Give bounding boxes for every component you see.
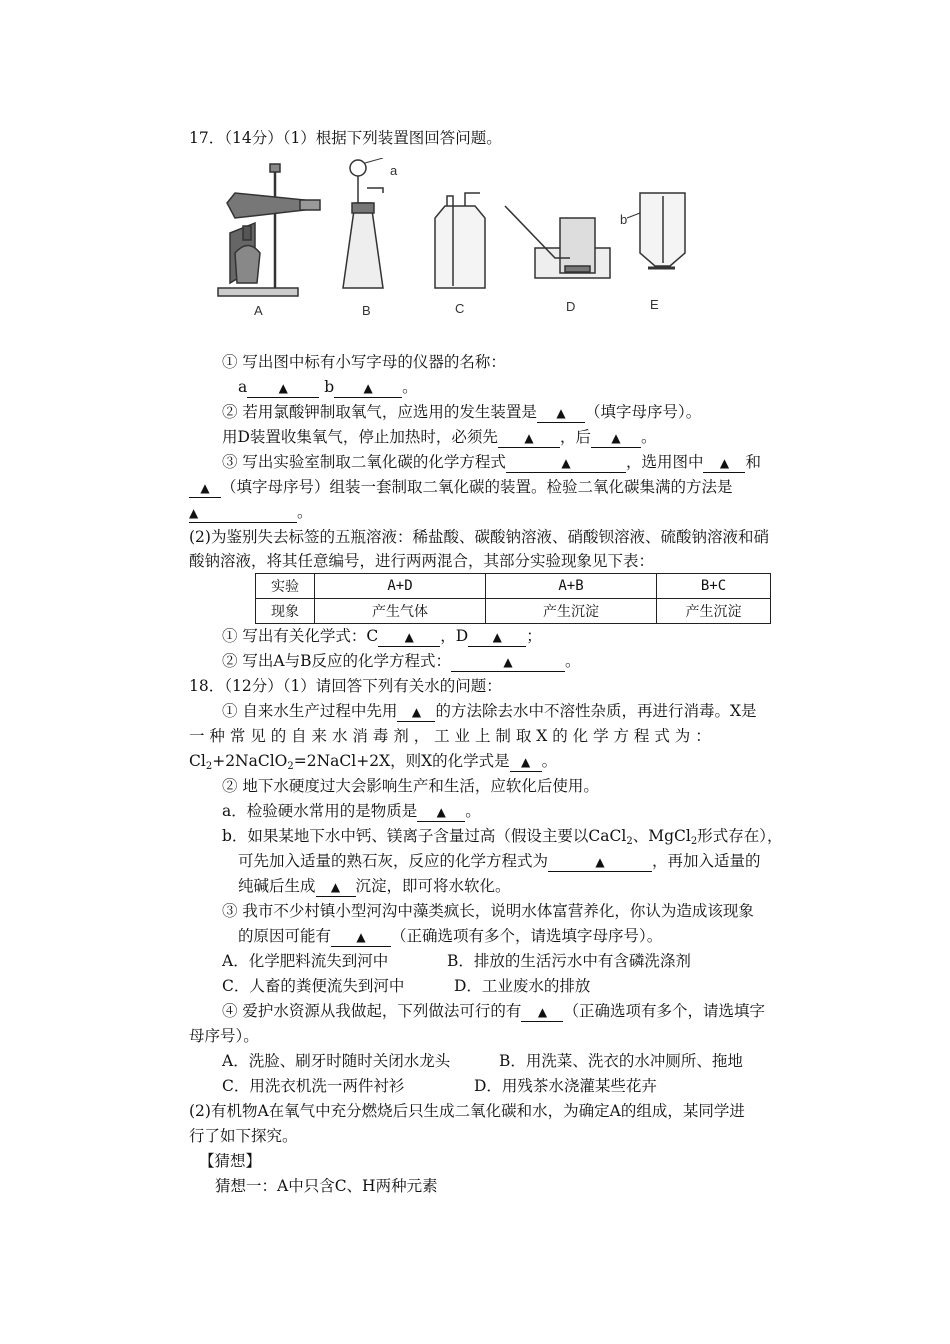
q17-s2 xyxy=(222,402,701,423)
text: ① 自来水生产过程中先用 xyxy=(222,702,398,720)
q17-s5 xyxy=(189,477,733,498)
answer-blank[interactable] xyxy=(591,428,641,448)
q17-p2b: 酸钠溶液，将其任意编号，进行两两混合，其部分实验现象见下表： xyxy=(189,552,655,570)
answer-blank[interactable] xyxy=(510,752,542,772)
text: +2NaClO xyxy=(212,752,288,770)
answer-mark: ▲ xyxy=(719,456,730,470)
q18-option-a: A．化学肥料流失到河中 xyxy=(222,952,389,970)
text: 用D装置收集氧气，停止加热时，必须先 xyxy=(222,428,498,446)
text: （填字母序号）。 xyxy=(584,403,702,421)
text: ； xyxy=(526,627,542,645)
answer-blank[interactable] xyxy=(451,652,565,672)
text: ④ 爱护水资源从我做起，下列做法可行的有 xyxy=(222,1002,522,1020)
answer-mark: ▲ xyxy=(611,431,621,445)
table-cell: A+D xyxy=(315,574,486,599)
answer-mark: ▲ xyxy=(492,630,502,644)
q18-h1: ② 地下水硬度过大会影响生产和生活，应软化后使用。 xyxy=(222,777,599,795)
answer-blank[interactable] xyxy=(548,852,652,872)
text: ③ 写出实验室制取二氧化碳的化学方程式 xyxy=(222,453,506,471)
q18-h2 xyxy=(222,801,481,822)
answer-blank[interactable] xyxy=(331,927,391,947)
answer-mark: ▲ xyxy=(411,705,422,719)
text: ，再加入适量的 xyxy=(652,852,761,870)
q18-w2: 一 种 常 见 的 自 来 水 消 毒 剂 ， 工 业 上 制 取 X 的 化 学 方 程 式 为 ： xyxy=(189,727,711,745)
table-cell: 产生气体 xyxy=(315,599,486,624)
q17-p2a: (2)为鉴别失去标签的五瓶溶液：稀盐酸、碳酸钠溶液、硝酸钡溶液、硫酸钠溶液和硝 xyxy=(189,528,769,546)
text: ，D xyxy=(440,627,469,645)
q18-part2b: 行了如下探究。 xyxy=(189,1127,298,1145)
table-cell: 现象 xyxy=(256,599,315,624)
answer-blank-b[interactable] xyxy=(334,378,402,398)
q18-part2a: (2)有机物A在氧气中充分燃烧后只生成二氧化碳和水，为确定A的组成，某同学进 xyxy=(189,1102,745,1120)
q17-s1-blanks xyxy=(238,377,418,398)
label-b: B xyxy=(362,303,371,318)
label-b-text: b xyxy=(324,378,335,396)
answer-blank[interactable] xyxy=(378,627,440,647)
label-c: C xyxy=(455,301,465,316)
q18-practice-c: C．用洗衣机洗一两件衬衫 xyxy=(222,1077,405,1095)
text: b．如果某地下水中钙、镁离子含量过高（假设主要以CaCl xyxy=(222,827,627,845)
q18-e2 xyxy=(238,926,662,947)
subscript: 2 xyxy=(205,761,213,772)
q17-t1 xyxy=(222,626,542,647)
answer-blank[interactable] xyxy=(316,877,356,897)
label-small-b: b xyxy=(620,212,628,227)
text: 形式存在）， xyxy=(697,827,783,845)
text: （填字母序号）组装一套制取二氧化碳的装置。检验二氧化碳集满的方法是 xyxy=(221,478,733,496)
guess-one: 猜想一：A中只含C、H两种元素 xyxy=(215,1177,438,1195)
answer-mark: ▲ xyxy=(189,506,199,520)
table-cell: A+B xyxy=(486,574,657,599)
answer-mark: ▲ xyxy=(556,406,566,420)
answer-mark: ▲ xyxy=(278,381,288,395)
q17-s4 xyxy=(222,452,761,473)
text: （正确选项有多个，请选填字母序号）。 xyxy=(391,927,663,945)
answer-mark: ▲ xyxy=(436,805,446,819)
text: 。 xyxy=(465,802,481,820)
q18-practice-b: B．用洗菜、洗衣的水冲厕所、拖地 xyxy=(499,1052,743,1070)
q18-h4 xyxy=(238,851,761,872)
table-cell: B+C xyxy=(657,574,771,599)
subscript: 2 xyxy=(690,836,698,847)
table-cell: 实验 xyxy=(256,574,315,599)
text: =2NaCl+2X，则X的化学式是 xyxy=(293,752,510,770)
q18-option-b: B．排放的生活污水中有含磷洗涤剂 xyxy=(447,952,691,970)
label-a: A xyxy=(254,303,263,318)
q18-p1 xyxy=(222,1001,765,1022)
q18-heading: 18．（12分）（1）请回答下列有关水的问题： xyxy=(189,677,502,695)
apparatus-a xyxy=(218,164,320,296)
text: a．检验硬水常用的是物质是 xyxy=(222,802,418,820)
answer-blank[interactable] xyxy=(506,453,626,473)
answer-blank[interactable] xyxy=(189,503,297,523)
text: 纯碱后生成 xyxy=(238,877,316,895)
table-row xyxy=(256,574,771,599)
answer-blank[interactable] xyxy=(537,403,585,423)
text: 可先加入适量的熟石灰，反应的化学方程式为 xyxy=(238,852,549,870)
label-e: E xyxy=(650,297,659,312)
text: 。 xyxy=(565,652,581,670)
apparatus-c xyxy=(435,193,485,288)
answer-mark: ▲ xyxy=(503,655,513,669)
answer-blank[interactable] xyxy=(468,627,526,647)
answer-blank[interactable] xyxy=(397,702,435,722)
answer-blank[interactable] xyxy=(521,1002,563,1022)
table-cell: 产生沉淀 xyxy=(486,599,657,624)
text: （正确选项有多个，请选填字 xyxy=(563,1002,765,1020)
apparatus-d xyxy=(505,206,610,278)
q18-option-c: C．人畜的粪便流失到河中 xyxy=(222,977,405,995)
q18-w1 xyxy=(222,701,756,722)
text: ，后 xyxy=(559,428,591,446)
q18-option-d: D．工业废水的排放 xyxy=(454,977,591,995)
text: 和 xyxy=(745,453,761,471)
answer-mark: ▲ xyxy=(521,755,531,769)
q18-w3 xyxy=(189,751,557,777)
answer-blank[interactable] xyxy=(498,428,560,448)
text: 沉淀，即可将水软化。 xyxy=(355,877,511,895)
q17-s6 xyxy=(189,502,313,523)
observation-table xyxy=(255,573,771,624)
q18-e1: ③ 我市不少村镇小型河沟中藻类疯长，说明水体富营养化，你认为造成该现象 xyxy=(222,902,754,920)
answer-blank-a[interactable] xyxy=(247,378,319,398)
answer-mark: ▲ xyxy=(330,880,341,894)
answer-mark: ▲ xyxy=(561,456,571,470)
answer-mark: ▲ xyxy=(200,481,210,495)
apparatus-e xyxy=(627,193,685,268)
table-row xyxy=(256,599,771,624)
subscript: 2 xyxy=(626,836,633,847)
text: 的原因可能有 xyxy=(238,927,332,945)
label-a-text: a xyxy=(238,378,248,396)
subscript: 2 xyxy=(287,761,294,772)
answer-mark: ▲ xyxy=(363,381,373,395)
q18-p2: 母序号）。 xyxy=(189,1027,259,1045)
text: 。 xyxy=(297,503,313,521)
q18-practice-d: D．用残茶水浇灌某些花卉 xyxy=(474,1077,657,1095)
answer-blank[interactable] xyxy=(417,802,465,822)
text: ② 若用氯酸钾制取氧气，应选用的发生装置是 xyxy=(222,403,537,421)
q18-h3 xyxy=(222,826,782,852)
punct: 。 xyxy=(402,378,418,396)
text: Cl xyxy=(189,752,206,770)
q18-h5 xyxy=(238,876,511,897)
text: ① 写出有关化学式：C xyxy=(222,627,379,645)
q17-t2 xyxy=(222,651,581,672)
q17-s3 xyxy=(222,427,656,448)
table-cell: 产生沉淀 xyxy=(657,599,771,624)
answer-mark: ▲ xyxy=(595,855,605,869)
q17-s1: ① 写出图中标有小写字母的仪器的名称： xyxy=(222,353,506,371)
guess-heading: 【猜想】 xyxy=(199,1152,262,1170)
text: 。 xyxy=(541,752,558,770)
label-small-a: a xyxy=(390,163,398,178)
answer-mark: ▲ xyxy=(404,630,414,644)
answer-mark: ▲ xyxy=(356,930,366,944)
answer-mark: ▲ xyxy=(524,431,534,445)
text: 。 xyxy=(640,428,657,446)
answer-blank[interactable] xyxy=(703,453,745,473)
answer-blank[interactable] xyxy=(189,478,221,498)
text: ② 写出A与B反应的化学方程式： xyxy=(222,652,452,670)
text: 的方法除去水中不溶性杂质，再进行消毒。X是 xyxy=(435,702,757,720)
text: ，选用图中 xyxy=(625,453,704,471)
label-d: D xyxy=(566,299,576,314)
apparatus-b xyxy=(343,158,383,288)
answer-mark: ▲ xyxy=(537,1005,548,1019)
q18-practice-a: A．洗脸、刷牙时随时关闭水龙头 xyxy=(222,1052,451,1070)
text: 、MgCl xyxy=(632,827,691,845)
q17-heading: 17．（14分）（1）根据下列装置图回答问题。 xyxy=(189,129,502,147)
apparatus-figure xyxy=(215,158,695,323)
